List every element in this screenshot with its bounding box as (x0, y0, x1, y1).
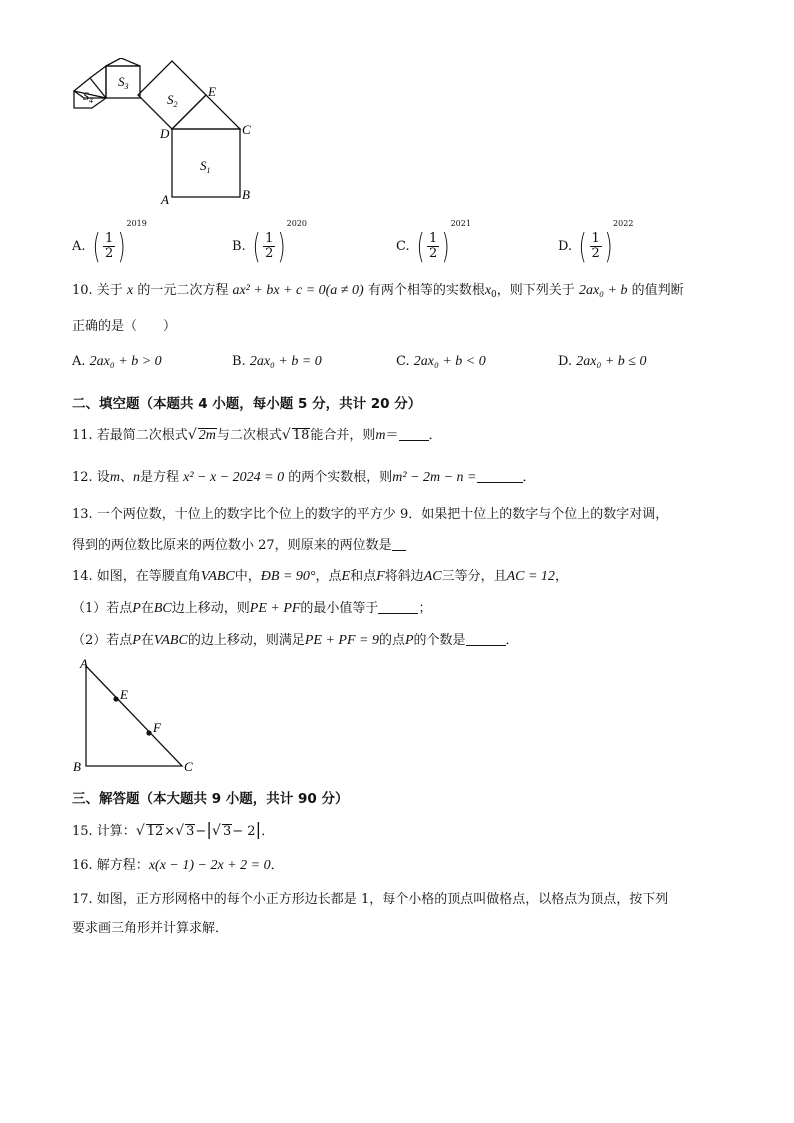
label-e: E (208, 84, 216, 99)
label-c: C (184, 759, 193, 774)
label-s4: $S_4$ (83, 89, 93, 105)
q15: 15. 计算：√ 12×√ 3−|√ 3− 2|． (72, 820, 275, 840)
triangle-figure (70, 656, 210, 776)
label-s3: $S_3$ (118, 74, 129, 91)
label-s2: $S_2$ (167, 92, 178, 109)
section-3-title: 三、解答题（本大题共 9 小题，共计 90 分） (72, 791, 349, 807)
label-a: A (161, 192, 169, 207)
q14-line1: 14. 如图，在等腰直角VABC中，ÐB = 90°，点E和点F将斜边AC三等分，且AC = 12， (72, 569, 568, 584)
q11-answer-blank[interactable] (399, 428, 429, 441)
q11: 11. 若最简二次根式√ 2m与二次根式√ 18能合并，则m＝ ． (72, 427, 442, 443)
q13-line1: 13. 一个两位数，十位上的数字比个位上的数字的平方少 9．如果把十位上的数字与个位上的数字对调， (72, 507, 669, 522)
q10-option-d[interactable]: D. 2ax₀ + b ≤ 0 (558, 354, 647, 369)
label-s1: $S_1$ (200, 158, 211, 175)
q9-option-d[interactable]: D. ( $\frac{1}{2}$ )$^{2022}$ (558, 219, 634, 267)
q14-part1-blank[interactable] (378, 601, 418, 614)
q13-line2: 得到的两位数比原来的两位数小 27，则原来的两位数是 (72, 538, 406, 552)
q14-part2: （2）若点P在VABC的边上移动，则满足PE + PF = 9的点P的个数是 ． (72, 633, 519, 648)
label-d: D (160, 126, 170, 141)
q9-option-c[interactable]: C. ( $\frac{1}{2}$ )$^{2021}$ (396, 219, 471, 267)
q17-line1: 17. 如图，正方形网格中的每个小正方形边长都是 1，每个小格的顶点叫做格点，以格点为顶点，按下列 (72, 892, 669, 907)
q13-answer-blank[interactable] (392, 538, 406, 551)
q10-option-c[interactable]: C. 2ax₀ + b < 0 (396, 354, 486, 369)
q9-option-a[interactable]: A. ( $\frac{1}{2}$ )$^{2019}$ (72, 219, 147, 267)
q17-line2: 要求画三角形并计算求解． (72, 921, 229, 936)
q14-part2-blank[interactable] (466, 633, 506, 646)
label-e: E (120, 687, 128, 702)
q16: 16. 解方程：x(x − 1) − 2x + 2 = 0． (72, 858, 284, 873)
q12: 12. 设m、n是方程 x² − x − 2024 = 0 的两个实数根，则m² − 2m − n = ． (72, 470, 536, 485)
label-a: A (80, 656, 88, 671)
q9-option-b[interactable]: B. ( $\frac{1}{2}$ )$^{2020}$ (232, 219, 307, 267)
label-c: C (242, 122, 251, 137)
label-f: F (153, 720, 161, 735)
q14-part1: （1）若点P在BC边上移动，则PE + PF的最小值等于 ； (72, 601, 432, 616)
point-e (113, 696, 118, 701)
label-b: B (242, 187, 250, 202)
label-b: B (73, 759, 81, 774)
q12-answer-blank[interactable] (477, 470, 523, 483)
q10-option-b[interactable]: B. 2ax₀ + b = 0 (232, 354, 322, 369)
section-2-title: 二、填空题（本题共 4 小题，每小题 5 分，共计 20 分） (72, 396, 422, 412)
q10-option-a[interactable]: A. 2ax₀ + b > 0 (72, 354, 162, 369)
q10-line2: 正确的是（ ） (72, 319, 177, 334)
squares-figure (66, 58, 266, 208)
point-f (146, 730, 151, 735)
q10-line1: 10. 关于 x 的一元二次方程 ax² + bx + c = 0(a ≠ 0) 有两个相等的实数根$x_0$，则下列关于 2ax₀ + b 的值判断 (72, 283, 684, 300)
